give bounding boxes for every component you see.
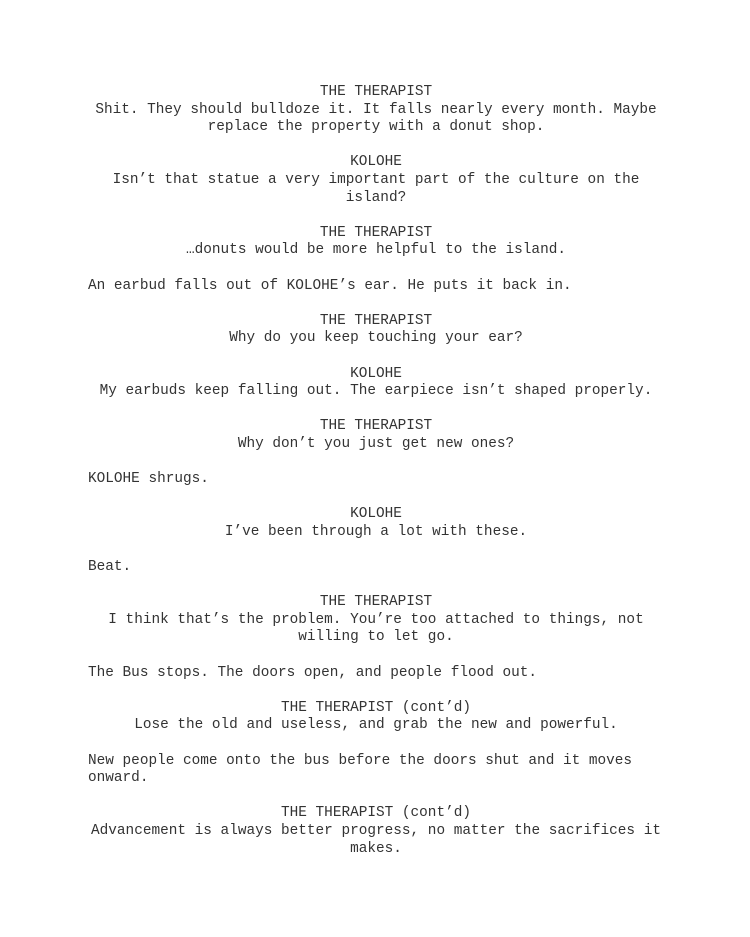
character-name: THE THERAPIST: [319, 418, 433, 435]
dialogue-block: [88, 700, 664, 735]
dialogue-line: Shit. They should bulldoze it. It falls nearly every month. Maybe replace the property with a donut shop.: [95, 101, 666, 136]
dialogue-block: [88, 506, 664, 541]
action-line: The Bus stops. The doors open, and people flood out.: [88, 664, 538, 681]
action-line: An earbud falls out of KOLOHE’s ear. He puts it back in.: [88, 277, 572, 294]
action-line: Beat.: [88, 559, 132, 576]
dialogue-block: [88, 225, 664, 260]
character-name: THE THERAPIST (cont’d): [281, 699, 471, 716]
character-name: THE THERAPIST: [319, 224, 433, 241]
dialogue-block: [88, 366, 664, 401]
dialogue-line: Lose the old and useless, and grab the new and powerful.: [134, 717, 618, 734]
screenplay-body: [88, 84, 670, 858]
dialogue-block: [88, 594, 664, 647]
character-name: THE THERAPIST: [319, 312, 433, 329]
dialogue-line: …donuts would be more helpful to the island.: [186, 242, 566, 259]
action-line: KOLOHE shrugs.: [88, 471, 209, 488]
action-line: New people come onto the bus before the doors shut and it moves onward.: [88, 752, 641, 787]
dialogue-line: Why don’t you just get new ones?: [237, 435, 515, 452]
dialogue-block: [88, 418, 664, 453]
dialogue-block: [88, 313, 664, 348]
dialogue-line: Why do you keep touching your ear?: [229, 330, 523, 347]
character-name: THE THERAPIST (cont’d): [281, 805, 471, 822]
character-name: KOLOHE: [350, 365, 402, 382]
dialogue-line: I’ve been through a lot with these.: [224, 523, 528, 540]
dialogue-block: [88, 154, 664, 207]
dialogue-line: My earbuds keep falling out. The earpiece isn’t shaped properly.: [99, 383, 653, 400]
dialogue-block: [88, 84, 664, 137]
dialogue-line: I think that’s the problem. You’re too attached to things, not willing to let go.: [108, 611, 653, 646]
dialogue-line: Advancement is always better progress, no matter the sacrifices it makes.: [91, 822, 670, 857]
character-name: THE THERAPIST: [319, 594, 433, 611]
character-name: KOLOHE: [350, 506, 402, 523]
character-name: KOLOHE: [350, 154, 402, 171]
character-name: THE THERAPIST: [319, 84, 433, 100]
dialogue-line: Isn’t that statue a very important part of the culture on the island?: [112, 171, 649, 206]
dialogue-block: [88, 805, 670, 858]
